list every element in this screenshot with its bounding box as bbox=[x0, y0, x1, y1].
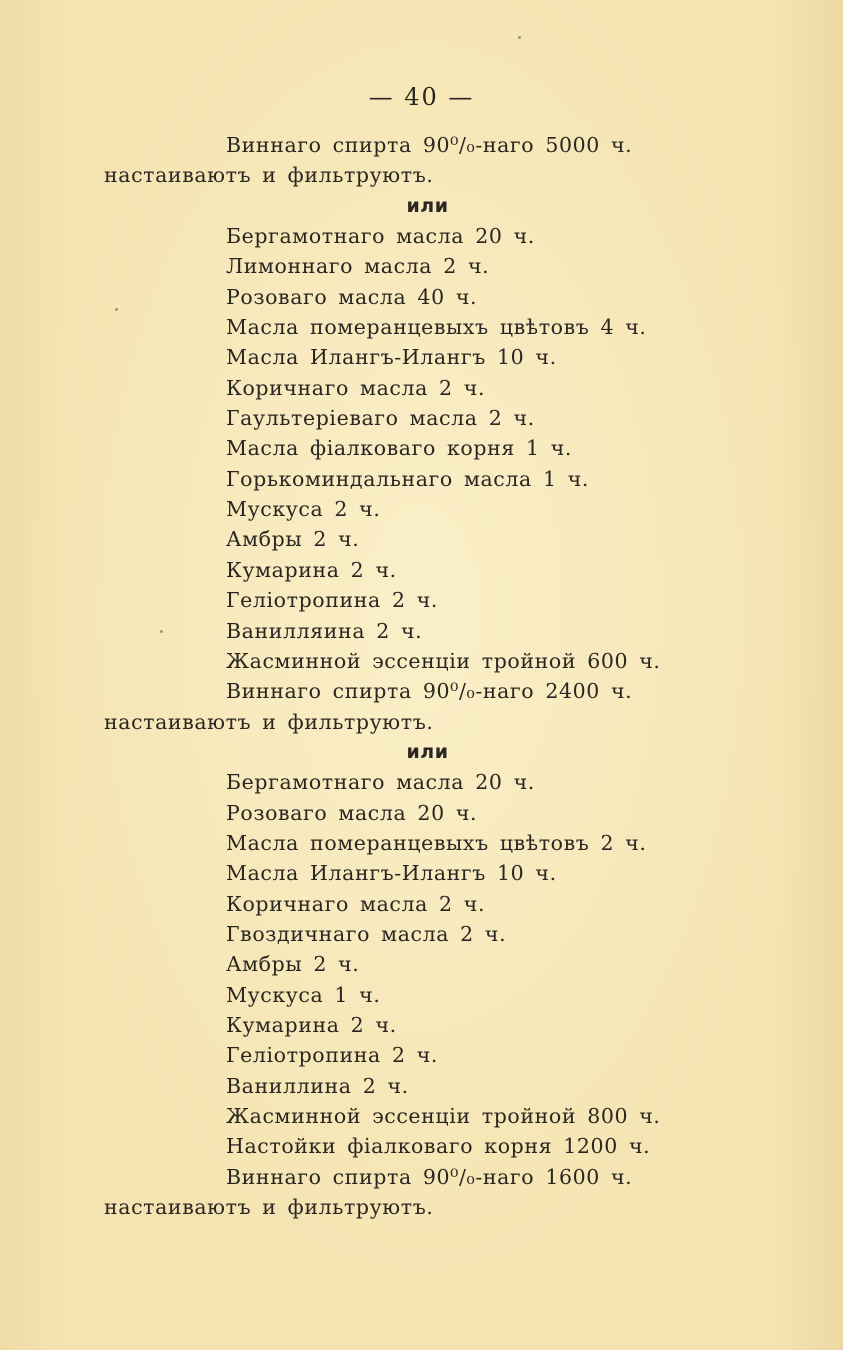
ingredient-line: Коричнаго масла 2 ч. bbox=[226, 375, 486, 400]
ingredient-line: Настойки фіалковаго корня 1200 ч. bbox=[226, 1134, 651, 1159]
ingredient-line: Лимоннаго масла 2 ч. bbox=[226, 254, 490, 279]
text-line: настаиваютъ и фильтруютъ. bbox=[104, 1195, 434, 1220]
ingredient-line: Кумарина 2 ч. bbox=[226, 557, 397, 582]
recipe-text bbox=[0, 130, 843, 1222]
page-number: — 40 — bbox=[368, 83, 475, 111]
ingredient-line: Виннаго спирта 90⁰/₀-наго 1600 ч. bbox=[226, 1164, 633, 1189]
ingredient-line: Горькоминдальнаго масла 1 ч. bbox=[226, 466, 589, 491]
ingredient-line: Бергамотнаго масла 20 ч. bbox=[226, 770, 535, 795]
ingredient-line: Масла померанцевыхъ цвѣтовъ 4 ч. bbox=[226, 315, 647, 340]
ingredient-line: Геліотропина 2 ч. bbox=[226, 1043, 438, 1068]
paper-speck bbox=[115, 308, 118, 311]
ingredient-line: Амбры 2 ч. bbox=[226, 952, 360, 977]
or-heading: или bbox=[406, 740, 449, 763]
paper-speck bbox=[518, 36, 521, 39]
ingredient-line: Масла Илангъ-Илангъ 10 ч. bbox=[226, 345, 557, 370]
ingredient-line: Жасминной эссенціи тройной 600 ч. bbox=[226, 648, 661, 673]
ingredient-line: Гвоздичнаго масла 2 ч. bbox=[226, 921, 507, 946]
ingredient-line: Гаультеріеваго масла 2 ч. bbox=[226, 406, 535, 431]
ingredient-line: Мускуса 1 ч. bbox=[226, 982, 381, 1007]
ingredient-line: Геліотропина 2 ч. bbox=[226, 588, 438, 613]
ingredient-line: Кумарина 2 ч. bbox=[226, 1012, 397, 1037]
ingredient-line: Розоваго масла 40 ч. bbox=[226, 284, 478, 309]
ingredient-line: Коричнаго масла 2 ч. bbox=[226, 891, 486, 916]
ingredient-line: Амбры 2 ч. bbox=[226, 527, 360, 552]
text-line: настаиваютъ и фильтруютъ. bbox=[104, 709, 434, 734]
ingredient-line: Виннаго спирта 90⁰/₀-наго 2400 ч. bbox=[226, 679, 633, 704]
ingredient-line: Бергамотнаго масла 20 ч. bbox=[226, 224, 535, 249]
ingredient-line: Масла Илангъ-Илангъ 10 ч. bbox=[226, 861, 557, 886]
ingredient-line: Масла померанцевыхъ цвѣтовъ 2 ч. bbox=[226, 830, 647, 855]
paper-speck bbox=[160, 630, 163, 633]
text-line: настаиваютъ и фильтруютъ. bbox=[104, 163, 434, 188]
ingredient-line: Мускуса 2 ч. bbox=[226, 497, 381, 522]
ingredient-line: Ваниллина 2 ч. bbox=[226, 1073, 409, 1098]
ingredient-line: Ванилляина 2 ч. bbox=[226, 618, 423, 643]
ingredient-line: Розоваго масла 20 ч. bbox=[226, 800, 478, 825]
or-heading: или bbox=[406, 194, 449, 217]
ingredient-line: Жасминной эссенціи тройной 800 ч. bbox=[226, 1104, 661, 1128]
ingredient-line: Масла фіалковаго корня 1 ч. bbox=[226, 436, 573, 461]
text-line: Виннаго спирта 90⁰/₀-наго 5000 ч. bbox=[226, 133, 633, 157]
